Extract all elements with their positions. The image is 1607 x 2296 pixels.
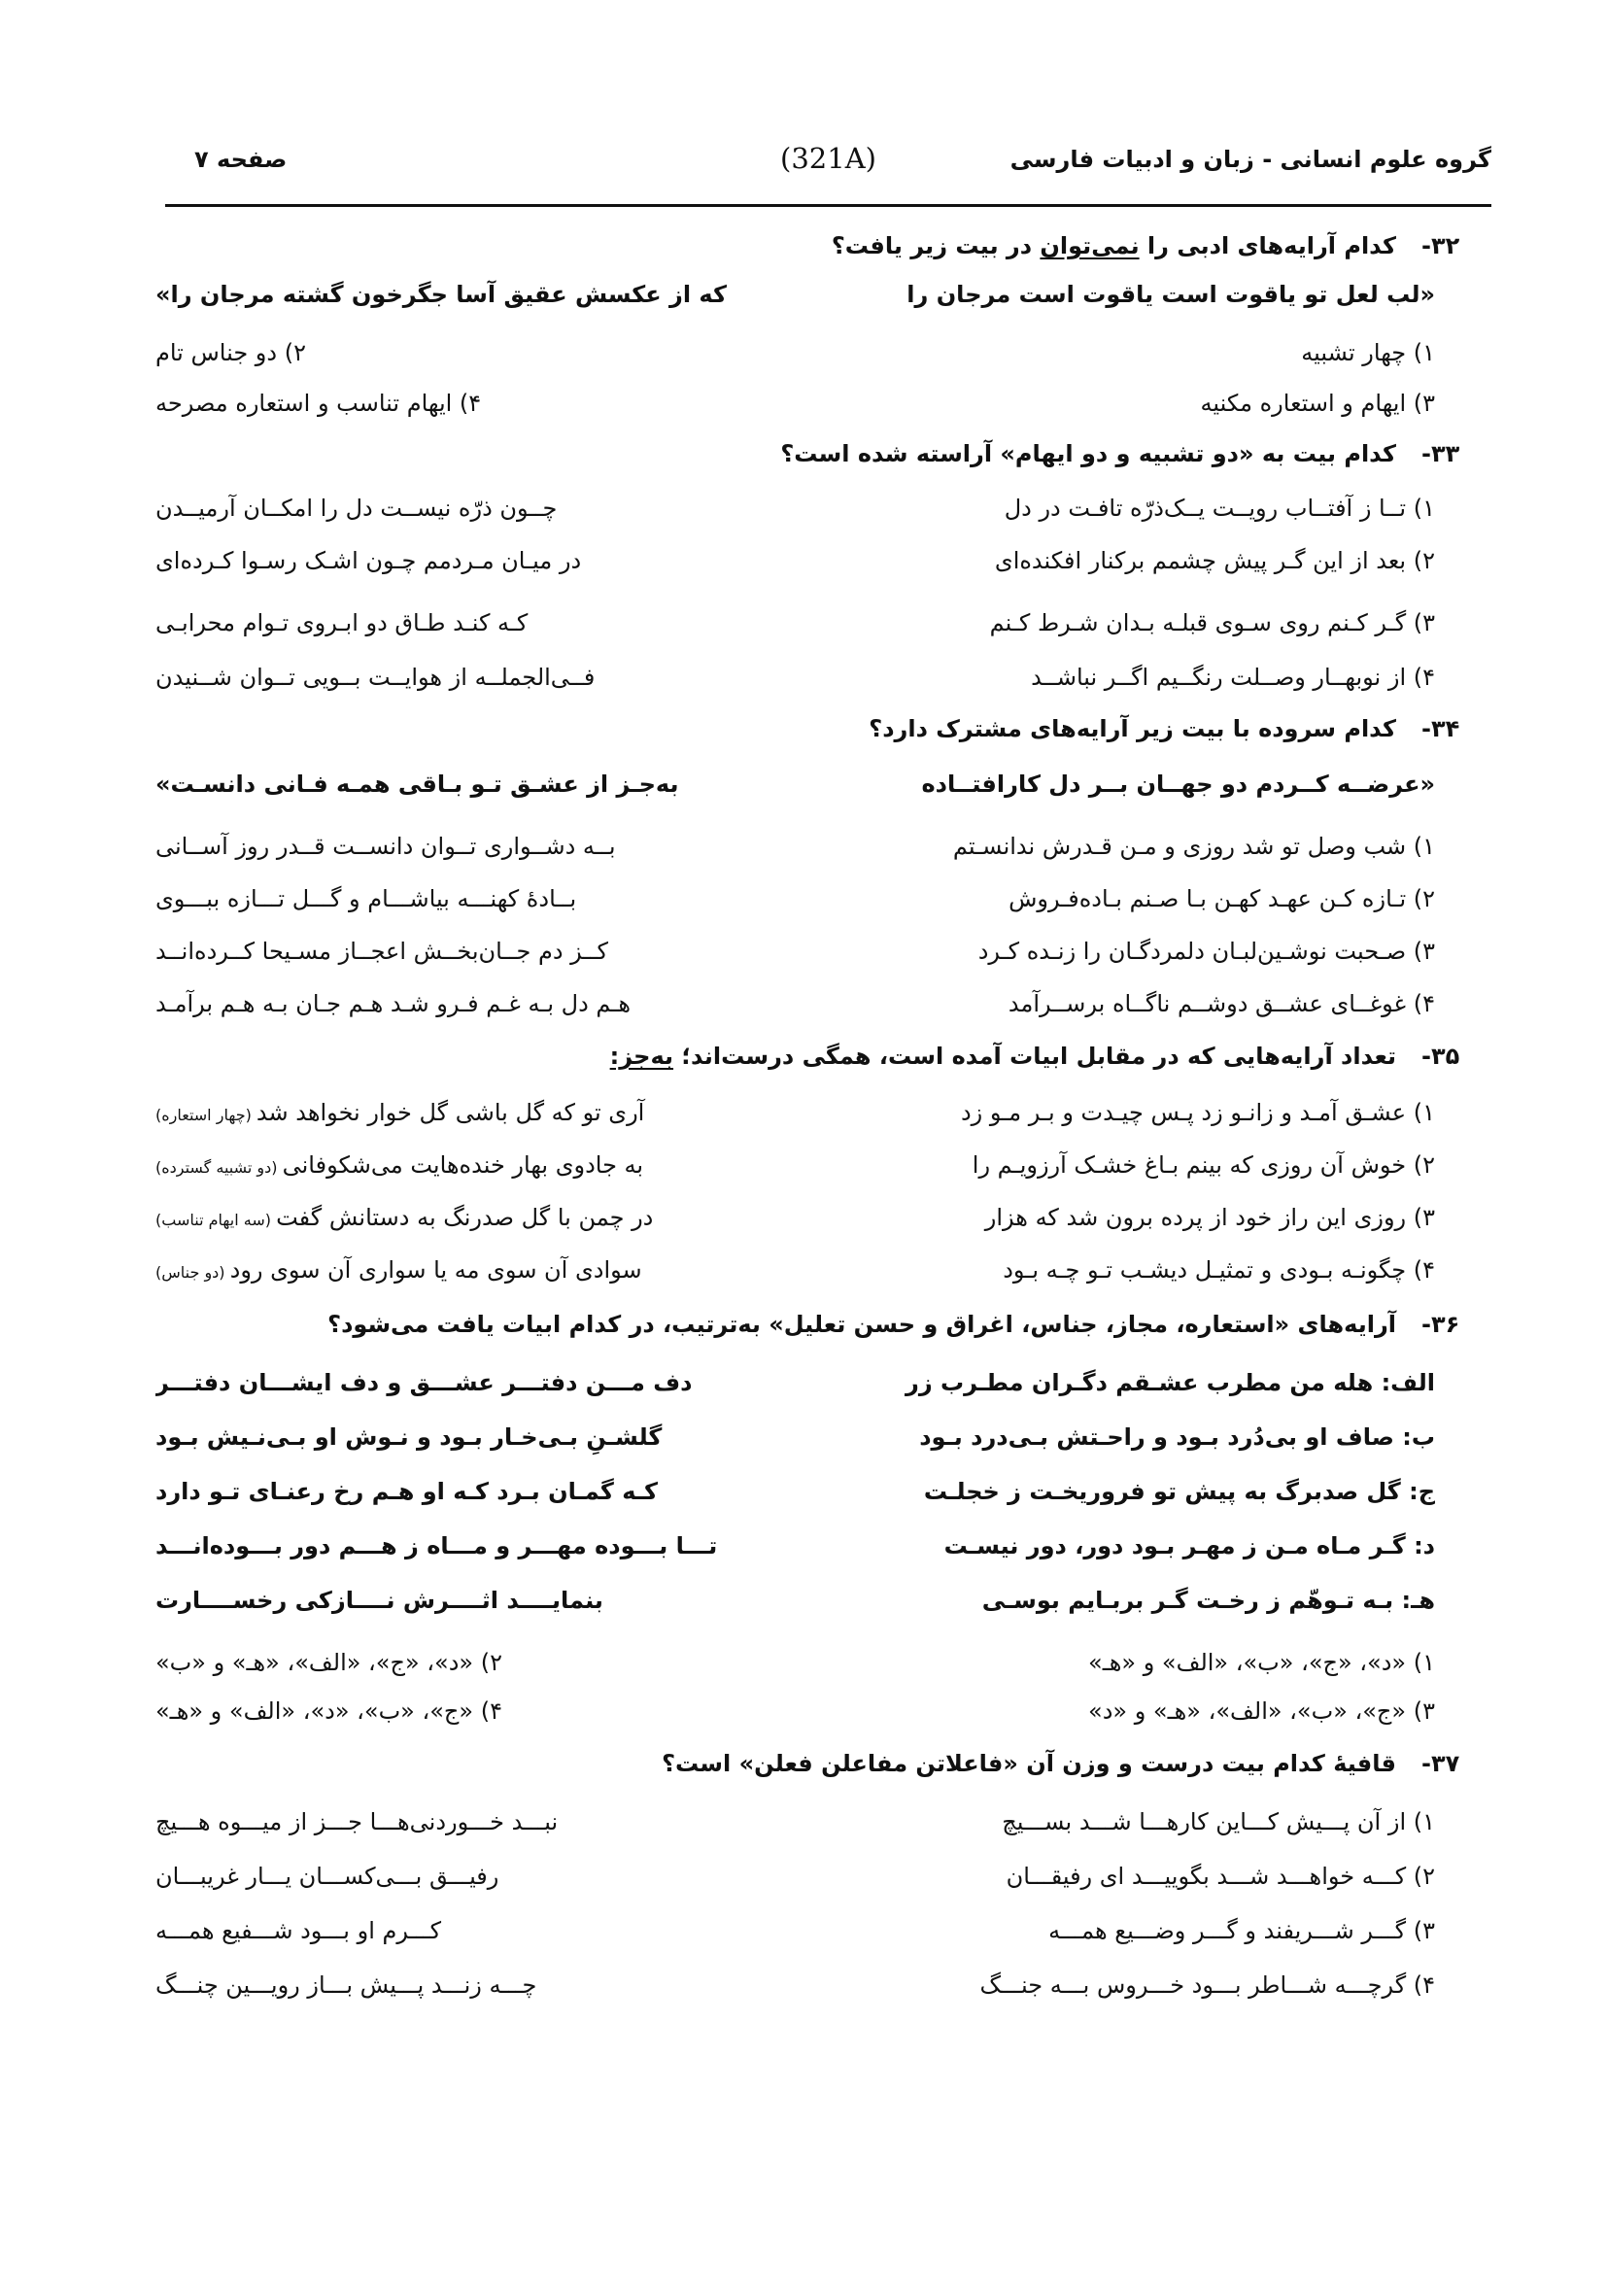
- option-hemistich-1: ۴) چگونـه بـودی و تمثیـل دیشـب تـو چـه بـود: [1003, 1256, 1435, 1284]
- verse-second-hemistich: گلشـنِ بـی‌خـار بـود و نـوش او بـی‌نـیش بـود: [155, 1423, 663, 1451]
- option-3[interactable]: ۳) ایهام و استعاره مکنیه: [1200, 390, 1435, 417]
- option-hemistich-1: ۴) غوغــای عشــق دوشــم ناگــاه برســرآمد: [1008, 990, 1435, 1017]
- option-2[interactable]: [155, 874, 1491, 923]
- option-hemistich-2: رفیـــق بـــی‌کســـان یـــار غریبـــان: [155, 1863, 499, 1890]
- question-text: کدام آرایه‌های ادبی را نمی‌توان در بیت زیر یافت؟: [831, 232, 1396, 259]
- verse-second-hemistich: به‌جـز از عشـق تـو بـاقی همـه فـانی دانسـت»: [155, 771, 679, 798]
- option-hemistich-2: بــادهٔ کهنـــه بیاشـــام و گـــل تـــازه ببـــوی: [155, 885, 577, 912]
- options-row: [155, 1687, 1491, 1735]
- verse-first-hemistich: ج: گل صدبرگ به پیش تو فروریخـت ز خجلـت: [923, 1478, 1435, 1505]
- option-hemistich-2: در میـان مـردمم چـون اشـک رسـوا کـرده‌ای: [155, 547, 582, 574]
- option-hemistich-2: کــز دم جــان‌بخــش اعجــاز مسـیحا کــرده‌انــد: [155, 938, 608, 965]
- option-hemistich-2: بــه دشــواری تــوان دانســت قــدر روز آســانی: [155, 833, 616, 860]
- verse-dal: [155, 1522, 1491, 1570]
- question-number: ۳۴-: [1421, 715, 1460, 742]
- option-hemistich-1: ۳) گـــر شـــریفند و گـــر وضـــیع همـــه: [1048, 1917, 1435, 1944]
- page-header: [165, 142, 1491, 194]
- option-hemistich-2: چــون ذرّه نیســت دل را امکــان آرمیــدن: [155, 495, 558, 522]
- option-3[interactable]: [155, 1193, 1491, 1242]
- verse-first-hemistich: هـ: بـه تـوهّم ز رخـت گـر بربـایم بوسـی: [981, 1587, 1435, 1614]
- verse-be: [155, 1413, 1491, 1461]
- option-2[interactable]: [155, 1141, 1491, 1189]
- option-1[interactable]: ۱) چهار تشبیه: [1301, 339, 1435, 366]
- question-number: ۳۶-: [1421, 1311, 1460, 1338]
- option-1[interactable]: [155, 484, 1491, 532]
- option-2[interactable]: ۲) «د»، «ج»، «الف»، «هـ» و «ب»: [155, 1649, 502, 1676]
- exam-code: (321A): [780, 142, 876, 175]
- option-4[interactable]: ۴) «ج»، «ب»، «د»، «الف» و «هـ»: [155, 1697, 502, 1725]
- option-hemistich-1: ۳) گـر کـنم روی سـوی قبلـه بـدان شـرط کـنم: [989, 609, 1435, 636]
- question-text: کدام سروده با بیت زیر آرایه‌های مشترک دارد؟: [869, 715, 1396, 742]
- option-hemistich-1: ۱) تــا ز آفتــاب رویــت یــک‌ذرّه تافـت در دل: [1004, 495, 1435, 522]
- option-hemistich-1: ۳) صـحبت نوشـین‌لبـان دلمردگـان را زنـده کـرد: [977, 938, 1435, 965]
- option-hemistich-2: در چمن با گل صدرنگ به دستانش گفت (سه ایهام تناسب): [155, 1204, 654, 1231]
- option-1[interactable]: [155, 1088, 1491, 1137]
- option-hemistich-1: ۲) کـــه خواهـــد شـــد بگوییـــد ای رفیقـــان: [1006, 1863, 1435, 1890]
- question-text: قافیهٔ کدام بیت درست و وزن آن «فاعلاتن مفاعلن فعلن» است؟: [662, 1750, 1396, 1777]
- verse-first-hemistich: «لب لعل تو یاقوت است یاقوت است مرجان را: [906, 281, 1435, 308]
- option-4[interactable]: [155, 1961, 1491, 2009]
- options-row: [155, 328, 1491, 377]
- option-hemistich-2: به جادوی بهار خنده‌هایت می‌شکوفانی (دو تشبیه گسترده): [155, 1151, 644, 1179]
- options-row: [155, 379, 1491, 428]
- question-32-verse: [155, 270, 1491, 319]
- device-note: (دو تشبیه گسترده): [155, 1158, 283, 1177]
- question-34-verse: [155, 760, 1491, 808]
- question-36-prompt: [155, 1300, 1491, 1349]
- option-hemistich-1: ۲) تـازه کـن عهـد کهـن بـا صـنم بـاده‌فـروش: [1009, 885, 1435, 912]
- option-hemistich-1: ۱) از آن پـــیش کـــاین کارهـــا شـــد بســـیچ: [1002, 1808, 1435, 1835]
- option-4[interactable]: [155, 1246, 1491, 1294]
- option-1[interactable]: [155, 822, 1491, 871]
- option-3[interactable]: [155, 599, 1491, 647]
- option-hemistich-1: ۲) بعد از این گـر پیش چشمم برکنار افکنده‌ای: [994, 547, 1435, 574]
- verse-first-hemistich: «عرضــه کــردم دو جهــان بــر دل کارافتــاده: [921, 771, 1435, 798]
- option-hemistich-2: چـــه زنـــد پـــیش بـــاز رویـــین چنـــگ: [155, 1971, 537, 1999]
- verse-he: [155, 1576, 1491, 1625]
- option-1[interactable]: [155, 1798, 1491, 1846]
- option-hemistich-2: کـــرم او بـــود شـــفیع همـــه: [155, 1917, 442, 1944]
- option-2[interactable]: [155, 536, 1491, 585]
- verse-alef: [155, 1358, 1491, 1407]
- option-hemistich-1: ۳) روزی این راز خود از پرده برون شد که هزار: [984, 1204, 1435, 1231]
- verse-second-hemistich: که از عکسش عقیق آسا جگرخون گشته مرجان را»: [155, 281, 727, 308]
- verse-second-hemistich: دف مـــن دفتـــر عشـــق و دف ایشـــان دفتـــر: [155, 1369, 693, 1396]
- option-hemistich-1: ۱) شب وصل تو شد روزی و مـن قـدرش ندانسـتم: [952, 833, 1435, 860]
- option-hemistich-2: هـم دل بـه غـم فـرو شـد هـم جـان بـه هـم برآمـد: [155, 990, 632, 1017]
- verse-jim: [155, 1467, 1491, 1516]
- option-hemistich-2: آری تو که گل باشی گل خوار نخواهد شد (چهار استعاره): [155, 1099, 645, 1126]
- question-35-prompt: [155, 1032, 1491, 1080]
- option-hemistich-2: نبـــد خـــوردنی‌هـــا جـــز از میـــوه هـــیچ: [155, 1808, 559, 1835]
- verse-second-hemistich: کـه گمـان بـرد کـه او هـم رخ رعنـای تـو دارد: [155, 1478, 658, 1505]
- verse-second-hemistich: بنمایــــد اثــــرش نــــازکی رخســــارت: [155, 1587, 603, 1614]
- option-3[interactable]: [155, 1906, 1491, 1955]
- option-2[interactable]: [155, 1852, 1491, 1901]
- option-hemistich-2: کـه کنـد طـاق دو ابـروی تـوام محرابـی: [155, 609, 529, 636]
- option-2[interactable]: ۲) دو جناس تام: [155, 339, 306, 366]
- option-4[interactable]: ۴) ایهام تناسب و استعاره مصرحه: [155, 390, 482, 417]
- question-number: ۳۵-: [1421, 1043, 1460, 1070]
- device-note: (چهار استعاره): [155, 1106, 256, 1124]
- device-note: (سه ایهام تناسب): [155, 1211, 277, 1229]
- option-hemistich-1: ۴) از نوبهــار وصــلت رنگــیم اگــر نباشــد: [1031, 664, 1435, 691]
- verse-second-hemistich: تـــا بـــوده مهـــر و مـــاه ز هـــم دور بـــوده‌انـــد: [155, 1532, 718, 1559]
- question-text: آرایه‌های «استعاره، مجاز، جناس، اغراق و حسن تعلیل» به‌ترتیب، در کدام ابیات یافت می‌شود؟: [327, 1311, 1396, 1338]
- option-3[interactable]: ۳) «ج»، «ب»، «الف»، «هـ» و «د»: [1088, 1697, 1435, 1725]
- options-row: [155, 1638, 1491, 1687]
- verse-first-hemistich: الف: هله من مطرب عشـقم دگـران مطـرب زر: [906, 1369, 1435, 1396]
- question-33-prompt: [155, 429, 1491, 478]
- question-37-prompt: [155, 1739, 1491, 1788]
- question-number: ۳۷-: [1421, 1750, 1460, 1777]
- option-hemistich-2: فــی‌الجملــه از هوایــت بــویی تــوان شــنیدن: [155, 664, 596, 691]
- option-hemistich-1: ۴) گرچـــه شـــاطر بـــود خـــروس بـــه جنـــگ: [979, 1971, 1435, 1999]
- question-number: ۳۳-: [1421, 440, 1460, 467]
- question-text: تعداد آرایه‌هایی که در مقابل ابیات آمده است، همگی درست‌اند؛ به‌جز:: [609, 1043, 1396, 1070]
- option-1[interactable]: ۱) «د»، «ج»، «ب»، «الف» و «هـ»: [1088, 1649, 1435, 1676]
- verse-first-hemistich: د: گـر مـاه مـن ز مهـر بـود دور، دور نیسـت: [943, 1532, 1435, 1559]
- device-note: (دو جناس): [155, 1263, 230, 1282]
- subject-group: گروه علوم انسانی - زبان و ادبیات فارسی: [1009, 146, 1491, 173]
- question-number: ۳۲-: [1421, 232, 1460, 259]
- option-hemistich-1: ۱) عشـق آمـد و زانـو زد پـس چیـدت و بـر مـو زد: [960, 1099, 1435, 1126]
- header-divider: [165, 204, 1491, 207]
- option-4[interactable]: [155, 653, 1491, 702]
- verse-first-hemistich: ب: صاف او بی‌دُرد بـود و راحـتش بـی‌درد بـود: [919, 1423, 1435, 1451]
- option-hemistich-1: ۲) خوش آن روزی که بینم بـاغ خشـک آرزویـم را: [972, 1151, 1435, 1179]
- question-32-prompt: [155, 222, 1491, 270]
- option-hemistich-2: سوادی آن سوی مه یا سواری آن سوی رود (دو جناس): [155, 1256, 642, 1284]
- question-34-prompt: [155, 704, 1491, 753]
- question-text: کدام بیت به «دو تشبیه و دو ایهام» آراسته شده است؟: [780, 440, 1396, 467]
- page-number: صفحه ۷: [194, 146, 288, 173]
- option-4[interactable]: [155, 979, 1491, 1028]
- option-3[interactable]: [155, 927, 1491, 976]
